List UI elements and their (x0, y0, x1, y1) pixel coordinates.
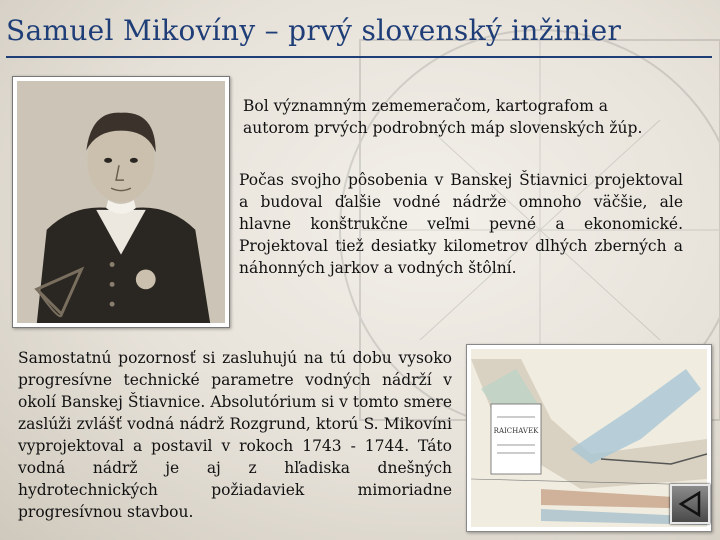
paragraph-intro: Bol významným zememeračom, kartografom a autorom prvých podrobných máp slovenských žúp. (243, 97, 643, 137)
paragraph-rozgrund: Samostatnú pozornosť si zasluhujú na tú dobu vysoko progresívne technické parametre vodných nádrží v okolí Banskej Štiavnice. Absolutórium si v tomto smere zaslúži zvlášť vodná nádrž Rozgrund, ktorú S. Mikovíni vyprojektoval a postavil v rokoch 1743 - 1744. Táto vodná nádrž je aj z hľadiska dnešných hydrotechnických požiadaviek mimoriadne progresívnou stavbou. (18, 349, 452, 521)
back-button[interactable] (670, 484, 710, 524)
paragraph-banska-stiavnica: Počas svojho pôsobenia v Banskej Štiavnici projektoval a budoval ďalšie vodné nádrže omnoho väčšie, ale hlavne konštrukčne veľmi pevné a ekonomické. Projektoval tiež desiatky kilometrov dlhých zberných a náhonných jarkov a vodných štôlní. (239, 171, 683, 277)
map-inscription: RAICHAVEK (493, 427, 539, 435)
back-triangle-icon (672, 486, 708, 522)
title-underline (6, 56, 712, 58)
page-title: Samuel Mikovíny – prvý slovenský inžinier (6, 14, 622, 47)
portrait-image (12, 76, 230, 328)
